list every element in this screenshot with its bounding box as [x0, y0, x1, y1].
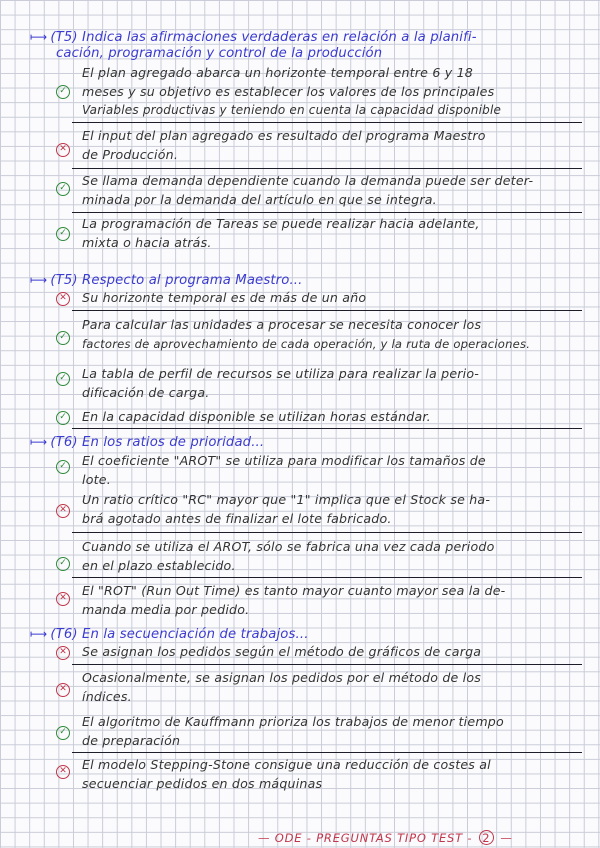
- x-circle-icon: ✕: [56, 592, 70, 606]
- check-circle-icon: ✓: [56, 331, 70, 345]
- check-circle-icon: ✓: [56, 182, 70, 196]
- answer-text: Ocasionalmente, se asignan los pedidos por el método de los índices.: [82, 670, 482, 704]
- answer-text: El coeficiente "AROT" se utiliza para modificar los tamaños de lote.: [82, 453, 486, 487]
- arrow-icon: ⟼: [30, 435, 48, 449]
- answer-text: Cuando se utiliza el AROT, sólo se fabrica una vez cada periodo en el plazo establecido.: [82, 539, 495, 573]
- x-circle-icon: ✕: [56, 292, 70, 306]
- answer-text: El algoritmo de Kauffmann prioriza los trabajos de menor tiempo de preparación: [82, 714, 504, 748]
- answer-text: Su horizonte temporal es de más de un año: [82, 290, 367, 305]
- answer-text: La programación de Tareas se puede realizar hacia adelante, mixta o hacia atrás.: [82, 216, 480, 250]
- section-heading: [30, 434, 586, 451]
- check-circle-icon: ✓: [56, 460, 70, 474]
- divider-line: [72, 168, 582, 169]
- answer-text: En la capacidad disponible se utilizan horas estándar.: [82, 409, 431, 424]
- x-circle-icon: ✕: [56, 143, 70, 157]
- section-title: (T5) Indica las afirmaciones verdaderas en relación a la planifi-: [50, 30, 477, 45]
- answer-text: El modelo Stepping-Stone consigue una reducción de costes al secuenciar pedidos en dos máquinas: [82, 757, 491, 791]
- x-circle-icon: ✕: [56, 504, 70, 518]
- check-circle-icon: ✓: [56, 411, 70, 425]
- answer-text: El "ROT" (Run Out Time) es tanto mayor cuanto mayor sea la de- manda media por pedido.: [82, 583, 506, 617]
- divider-line: [72, 752, 582, 753]
- divider-line: [72, 122, 582, 123]
- answer-text: La tabla de perfil de recursos se utiliza para realizar la perio- dificación de carga.: [82, 366, 479, 400]
- answer-text: El input del plan agregado es resultado del programa Maestro de Producción.: [82, 128, 486, 162]
- answer-text: Se asignan los pedidos según el método de gráficos de carga: [82, 644, 482, 659]
- check-circle-icon: ✓: [56, 227, 70, 241]
- x-circle-icon: ✕: [56, 683, 70, 697]
- answer-text: El plan agregado abarca un horizonte temporal entre 6 y 18 meses y su objetivo es establecer los valores de los principales Variables productivas y teniendo en cuenta la capacidad disponible: [82, 65, 502, 118]
- section-heading: [30, 29, 586, 62]
- footer-label: — ODE - PREGUNTAS TIPO TEST -: [258, 831, 473, 845]
- divider-line: [72, 664, 582, 665]
- answer-text: Un ratio crítico "RC" mayor que "1" implica que el Stock se ha- brá agotado antes de finalizar el lote fabricado.: [82, 492, 491, 526]
- check-circle-icon: ✓: [56, 726, 70, 740]
- divider-line: [72, 428, 582, 429]
- answer-text: Para calcular las unidades a procesar se necesita conocer los factores de aprovechamiento de cada operación, y la ruta de operaciones.: [82, 317, 531, 351]
- section-title-continued: cación, programación y control de la producción: [56, 46, 383, 61]
- section-heading: [30, 272, 586, 289]
- divider-line: [72, 532, 582, 533]
- page-footer: [258, 830, 513, 845]
- page-number: 2: [479, 830, 494, 845]
- divider-line: [72, 310, 582, 311]
- arrow-icon: ⟼: [30, 627, 48, 641]
- check-circle-icon: ✓: [56, 85, 70, 99]
- check-circle-icon: ✓: [56, 557, 70, 571]
- answer-text: Se llama demanda dependiente cuando la demanda puede ser deter- minada por la demanda del artículo en que se integra.: [82, 173, 534, 207]
- section-heading: [30, 626, 586, 643]
- x-circle-icon: ✕: [56, 765, 70, 779]
- x-circle-icon: ✕: [56, 646, 70, 660]
- footer-dash: —: [500, 831, 513, 845]
- section-title: (T5) Respecto al programa Maestro...: [50, 273, 303, 288]
- arrow-icon: ⟼: [30, 273, 48, 287]
- section-title: (T6) En los ratios de prioridad...: [50, 435, 265, 450]
- check-circle-icon: ✓: [56, 372, 70, 386]
- divider-line: [72, 212, 582, 213]
- section-title: (T6) En la secuenciación de trabajos...: [50, 627, 309, 642]
- arrow-icon: ⟼: [30, 30, 48, 44]
- divider-line: [72, 577, 582, 578]
